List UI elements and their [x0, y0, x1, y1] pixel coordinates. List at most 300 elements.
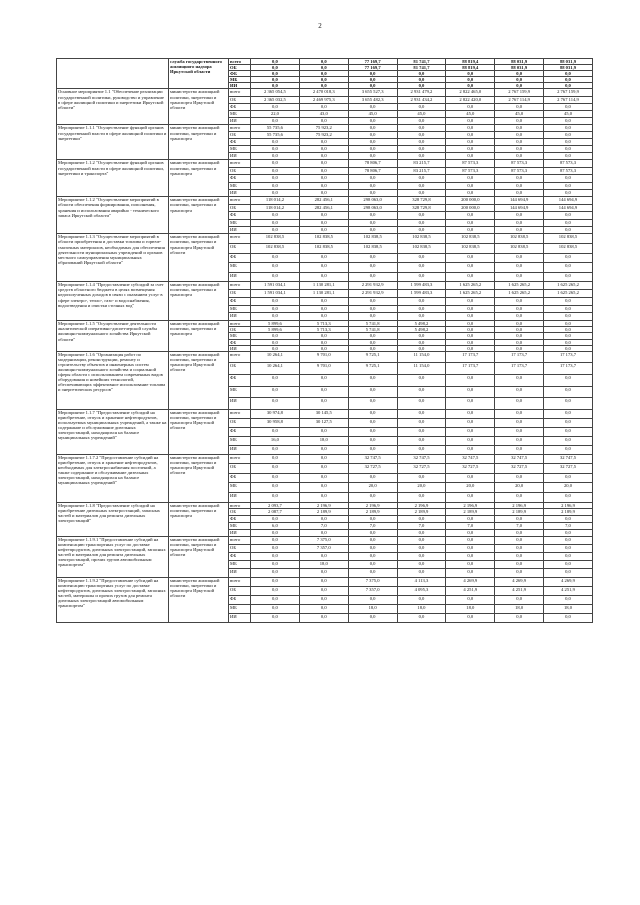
amount-cell: 0,0	[446, 226, 495, 233]
amount-cell: 1 591 034,1	[251, 282, 300, 290]
funding-source: МБ	[229, 436, 251, 445]
amount-cell: 0,0	[446, 418, 495, 427]
amount-cell: 0,0	[299, 483, 348, 493]
amount-cell: 32 727,5	[495, 464, 544, 474]
funding-source: всего	[229, 351, 251, 363]
amount-cell: 0,0	[348, 374, 397, 386]
amount-cell: 0,0	[544, 226, 593, 233]
amount-cell: 0,0	[348, 118, 397, 125]
amount-cell: 0,0	[251, 83, 300, 89]
amount-cell: 75 923,2	[299, 132, 348, 139]
funding-source: ФБ	[229, 139, 251, 146]
amount-cell: 2 093,7	[251, 502, 300, 509]
amount-cell: 0,0	[544, 219, 593, 226]
amount-cell: 0,0	[446, 253, 495, 263]
amount-cell: 0,0	[495, 189, 544, 196]
amount-cell: 32 747,5	[544, 454, 593, 464]
amount-cell: 0,0	[251, 146, 300, 153]
amount-cell: 0,0	[251, 71, 300, 77]
amount-cell: 0,0	[348, 83, 397, 89]
amount-cell: 0,0	[348, 125, 397, 132]
table-row	[57, 282, 593, 290]
amount-cell: 144 694,9	[544, 204, 593, 211]
amount-cell: 102 838,5	[299, 243, 348, 253]
funding-source: МБ	[229, 386, 251, 398]
amount-cell: 0,0	[446, 146, 495, 153]
amount-cell: 0,0	[397, 553, 446, 561]
amount-cell: 5 899,6	[251, 327, 300, 333]
amount-cell: 0,0	[299, 313, 348, 321]
amount-cell: 2 189,9	[446, 509, 495, 516]
funding-source: ИИ	[229, 493, 251, 503]
amount-cell: 0,0	[495, 132, 544, 139]
amount-cell: 0,0	[299, 386, 348, 398]
amount-cell: 0,0	[495, 77, 544, 83]
amount-cell: 81 741,7	[397, 59, 446, 65]
amount-cell: 0,0	[495, 103, 544, 110]
amount-cell: 298 063,0	[348, 204, 397, 211]
amount-cell: 102 838,5	[299, 234, 348, 244]
amount-cell: 0,0	[251, 445, 300, 454]
amount-cell: 7 357,0	[348, 586, 397, 595]
amount-cell: 102 838,5	[495, 234, 544, 244]
amount-cell: 0,0	[397, 409, 446, 418]
amount-cell: 30 958,8	[251, 418, 300, 427]
amount-cell: 88 031,9	[544, 65, 593, 71]
amount-cell: 0,0	[446, 305, 495, 313]
amount-cell: 0,0	[397, 189, 446, 196]
amount-cell: 0,0	[251, 253, 300, 263]
table-row	[57, 409, 593, 418]
amount-cell: 0,0	[544, 125, 593, 132]
amount-cell: 0,0	[446, 125, 495, 132]
amount-cell: 0,0	[299, 272, 348, 282]
amount-cell: 0,0	[397, 561, 446, 569]
funding-source: ОБ	[229, 204, 251, 211]
amount-cell: 10 264,1	[251, 363, 300, 375]
amount-cell: 0,0	[299, 516, 348, 523]
amount-cell: 2 196,9	[446, 502, 495, 509]
measure-description: Основное мероприятие 1.1 "Обеспечение реализации государственной политики, руководство и управление в сфере жилищной политики и энергетики Иркутской области"	[57, 89, 169, 125]
amount-cell: 32 747,5	[446, 454, 495, 464]
amount-cell: 0,0	[348, 272, 397, 282]
amount-cell: 0,0	[397, 253, 446, 263]
amount-cell: 1 625 265,2	[446, 282, 495, 290]
amount-cell: 0,0	[251, 595, 300, 604]
amount-cell: 0,0	[299, 339, 348, 345]
amount-cell: 0,0	[544, 339, 593, 345]
amount-cell: 0,0	[495, 71, 544, 77]
amount-cell: 0,0	[397, 398, 446, 410]
amount-cell: 32 747,5	[348, 454, 397, 464]
amount-cell: 0,0	[299, 333, 348, 339]
amount-cell: 0,0	[251, 613, 300, 622]
amount-cell: 0,0	[348, 182, 397, 189]
funding-source: МБ	[229, 182, 251, 189]
amount-cell: 102 838,5	[544, 234, 593, 244]
funding-source: всего	[229, 125, 251, 132]
amount-cell: 0,0	[544, 569, 593, 577]
amount-cell: 0,0	[397, 125, 446, 132]
amount-cell: 20,0	[446, 483, 495, 493]
amount-cell: 0,0	[299, 454, 348, 464]
amount-cell: 7 375,0	[299, 536, 348, 544]
amount-cell: 0,0	[299, 445, 348, 454]
amount-cell: 2 469 975,3	[299, 96, 348, 103]
amount-cell: 0,0	[544, 529, 593, 536]
amount-cell: 2 767 114,9	[495, 96, 544, 103]
amount-cell: 16,0	[251, 436, 300, 445]
amount-cell: 0,0	[495, 436, 544, 445]
amount-cell: 0,0	[544, 77, 593, 83]
funding-source: ФБ	[229, 175, 251, 182]
amount-cell: 0,0	[495, 561, 544, 569]
responsible-executor: министерство жилищной политики, энергетики и транспорта Иркутской области	[169, 409, 229, 454]
amount-cell: 32 747,5	[495, 454, 544, 464]
amount-cell: 0,0	[397, 436, 446, 445]
amount-cell: 0,0	[397, 182, 446, 189]
measure-description: Мероприятие 1.1.2 "Осуществление функций органов государственной власти в сфере жилищной политики, энергетики и транспорта"	[57, 160, 169, 197]
amount-cell: 0,0	[348, 386, 397, 398]
amount-cell: 4 095,3	[397, 586, 446, 595]
funding-source: всего	[229, 321, 251, 327]
amount-cell: 32 747,5	[397, 454, 446, 464]
measure-description: Мероприятие 1.1.8 "Предоставление субсидий на приобретение дизельных электростанций, запасных частей и материалов для ремонта дизельных электростанций"	[57, 502, 169, 536]
amount-cell: 0,0	[348, 473, 397, 483]
amount-cell: 0,0	[299, 595, 348, 604]
amount-cell: 7,0	[544, 523, 593, 530]
amount-cell: 5 498,2	[397, 321, 446, 327]
funding-source: ФБ	[229, 595, 251, 604]
amount-cell: 0,0	[348, 553, 397, 561]
responsible-executor: министерство жилищной политики, энергетики и транспорта	[169, 197, 229, 234]
amount-cell: 118 014,2	[251, 204, 300, 211]
amount-cell: 0,0	[544, 436, 593, 445]
funding-source: ОБ	[229, 509, 251, 516]
amount-cell: 1 625 265,2	[495, 290, 544, 298]
amount-cell: 0,0	[495, 493, 544, 503]
amount-cell: 0,0	[495, 327, 544, 333]
amount-cell: 32 727,5	[397, 464, 446, 474]
amount-cell: 102 838,5	[544, 243, 593, 253]
amount-cell: 2 087,7	[251, 509, 300, 516]
amount-cell: 0,0	[495, 153, 544, 160]
amount-cell: 0,0	[397, 529, 446, 536]
amount-cell: 0,0	[446, 613, 495, 622]
amount-cell: 0,0	[251, 529, 300, 536]
amount-cell: 0,0	[251, 333, 300, 339]
amount-cell: 0,0	[397, 132, 446, 139]
amount-cell: 87 573,3	[544, 160, 593, 167]
amount-cell: 0,0	[348, 153, 397, 160]
funding-source: ИИ	[229, 569, 251, 577]
funding-source: ОБ	[229, 290, 251, 298]
amount-cell: 0,0	[299, 219, 348, 226]
amount-cell: 0,0	[397, 493, 446, 503]
measure-description: Мероприятие 1.1.2 "Осуществление мероприятий в области обеспечения формирования, пополнения, хранения и использования аварийно - технического запаса Иркутской области"	[57, 197, 169, 234]
amount-cell: 0,0	[348, 613, 397, 622]
amount-cell: 0,0	[299, 553, 348, 561]
funding-source: МБ	[229, 483, 251, 493]
amount-cell: 0,0	[348, 409, 397, 418]
amount-cell: 30 145,5	[299, 409, 348, 418]
funding-source: ОБ	[229, 464, 251, 474]
amount-cell: 3 655 482,3	[348, 96, 397, 103]
amount-cell: 102 838,5	[348, 234, 397, 244]
amount-cell: 0,0	[446, 386, 495, 398]
amount-cell: 0,0	[251, 374, 300, 386]
funding-source: всего	[229, 160, 251, 167]
responsible-executor: министерство жилищной политики, энергетики и транспорта Иркутской области	[169, 351, 229, 409]
amount-cell: 0,0	[495, 219, 544, 226]
amount-cell: 0,0	[495, 321, 544, 327]
amount-cell: 0,0	[544, 445, 593, 454]
amount-cell: 2 189,9	[495, 509, 544, 516]
funding-source: МБ	[229, 146, 251, 153]
amount-cell: 7,0	[299, 523, 348, 530]
amount-cell: 0,0	[251, 313, 300, 321]
amount-cell: 2 196,9	[299, 502, 348, 509]
amount-cell: 11 154,0	[397, 363, 446, 375]
responsible-executor: министерство жилищной политики, энергетики и транспорта Иркутской области	[169, 454, 229, 502]
amount-cell: 0,0	[544, 327, 593, 333]
amount-cell: 0,0	[251, 65, 300, 71]
funding-source: ФБ	[229, 339, 251, 345]
amount-cell: 87 573,3	[446, 160, 495, 167]
funding-source: ИИ	[229, 529, 251, 536]
amount-cell: 0,0	[299, 167, 348, 174]
amount-cell: 20,0	[348, 483, 397, 493]
amount-cell: 0,0	[251, 569, 300, 577]
amount-cell: 7,0	[348, 523, 397, 530]
amount-cell: 328 729,8	[397, 204, 446, 211]
funding-source: ОБ	[229, 65, 251, 71]
amount-cell: 0,0	[251, 263, 300, 273]
amount-cell: 10 264,1	[251, 351, 300, 363]
amount-cell: 0,0	[544, 345, 593, 351]
responsible-executor: министерство жилищной политики, энергетики и транспорта Иркутской области	[169, 234, 229, 282]
amount-cell: 4 269,9	[446, 577, 495, 586]
amount-cell: 0,0	[397, 473, 446, 483]
amount-cell: 0,0	[397, 418, 446, 427]
amount-cell: 7 357,0	[299, 544, 348, 552]
funding-source: МБ	[229, 561, 251, 569]
amount-cell: 0,0	[397, 297, 446, 305]
amount-cell: 0,0	[299, 604, 348, 613]
amount-cell: 7 375,0	[348, 577, 397, 586]
amount-cell: 0,0	[397, 445, 446, 454]
amount-cell: 0,0	[446, 398, 495, 410]
amount-cell: 45,0	[446, 111, 495, 118]
amount-cell: 0,0	[348, 516, 397, 523]
funding-source: всего	[229, 502, 251, 509]
measure-description: Мероприятие 1.1.4 "Предоставление субсидий за счет средств областного бюджета в целях возмещения недополученных доходов в связи с оказанием услуг в сфере электро-, тепло-, газо- и водоснабжения, водоотведения и очистки сточных вод"	[57, 282, 169, 321]
amount-cell: 0,0	[544, 253, 593, 263]
amount-cell: 0,0	[544, 189, 593, 196]
amount-cell: 0,0	[495, 553, 544, 561]
table-row	[57, 351, 593, 363]
amount-cell: 0,0	[446, 333, 495, 339]
amount-cell: 1 591 034,1	[251, 290, 300, 298]
amount-cell: 0,0	[299, 153, 348, 160]
amount-cell: 1 625 265,2	[544, 290, 593, 298]
amount-cell: 0,0	[397, 77, 446, 83]
amount-cell: 0,0	[544, 516, 593, 523]
amount-cell: 20,0	[397, 483, 446, 493]
funding-source: ФБ	[229, 473, 251, 483]
amount-cell: 4 251,9	[544, 586, 593, 595]
amount-cell: 0,0	[299, 139, 348, 146]
amount-cell: 18,0	[397, 604, 446, 613]
funding-source: всего	[229, 536, 251, 544]
amount-cell: 0,0	[495, 409, 544, 418]
amount-cell: 0,0	[544, 182, 593, 189]
funding-source: ФБ	[229, 516, 251, 523]
amount-cell: 4 251,9	[495, 586, 544, 595]
amount-cell: 0,0	[446, 445, 495, 454]
amount-cell: 1 625 265,2	[446, 290, 495, 298]
amount-cell: 0,0	[397, 345, 446, 351]
amount-cell: 78 806,7	[348, 167, 397, 174]
amount-cell: 0,0	[544, 374, 593, 386]
amount-cell: 0,0	[251, 493, 300, 503]
amount-cell: 0,0	[446, 103, 495, 110]
amount-cell: 0,0	[446, 263, 495, 273]
amount-cell: 0,0	[544, 493, 593, 503]
funding-source: ФБ	[229, 297, 251, 305]
funding-source: всего	[229, 409, 251, 418]
funding-source: ФБ	[229, 427, 251, 436]
funding-source: ФБ	[229, 103, 251, 110]
amount-cell: 0,0	[544, 103, 593, 110]
amount-cell: 2 767 159,9	[544, 89, 593, 96]
amount-cell: 0,0	[299, 212, 348, 219]
amount-cell: 0,0	[348, 212, 397, 219]
amount-cell: 0,0	[348, 493, 397, 503]
amount-cell: 0,0	[495, 398, 544, 410]
amount-cell: 2 470 018,3	[299, 89, 348, 96]
amount-cell: 0,0	[495, 253, 544, 263]
amount-cell: 0,0	[299, 374, 348, 386]
amount-cell: 0,0	[397, 71, 446, 77]
amount-cell: 0,0	[348, 253, 397, 263]
amount-cell: 45,0	[495, 111, 544, 118]
amount-cell: 0,0	[397, 374, 446, 386]
amount-cell: 0,0	[251, 297, 300, 305]
amount-cell: 0,0	[299, 569, 348, 577]
amount-cell: 0,0	[251, 212, 300, 219]
amount-cell: 0,0	[495, 374, 544, 386]
amount-cell: 2 291 932,9	[348, 282, 397, 290]
amount-cell: 0,0	[495, 272, 544, 282]
amount-cell: 0,0	[446, 374, 495, 386]
funding-source: ИИ	[229, 153, 251, 160]
amount-cell: 9 725,1	[348, 363, 397, 375]
measure-description: Мероприятие 1.1.3 "Осуществление мероприятий в области приобретения и доставки топлива и горюче-смазочных материалов, необходимых для обеспечения деятельности муниципальных учреждений и органов местного самоуправления муниципальных образований Иркутской области"	[57, 234, 169, 282]
amount-cell: 0,0	[495, 263, 544, 273]
funding-source: ОБ	[229, 327, 251, 333]
funding-source: ОБ	[229, 96, 251, 103]
amount-cell: 0,0	[299, 253, 348, 263]
amount-cell: 0,0	[299, 613, 348, 622]
amount-cell: 144 694,9	[544, 197, 593, 204]
amount-cell: 5 741,8	[348, 327, 397, 333]
measure-description: Мероприятие 1.1.6 "Организация работ по модернизации, реконструкции, ремонту и строительству объектов и инженерных систем жилищно-коммунального хозяйства и социальной сферы области с использованием современных видов оборудования и новейших технологий, обеспечивающих эффективное использование топлива и энергетических ресурсов"	[57, 351, 169, 409]
funding-source: всего	[229, 234, 251, 244]
amount-cell: 0,0	[251, 473, 300, 483]
amount-cell: 282 456,1	[299, 204, 348, 211]
table-row	[57, 197, 593, 204]
amount-cell: 0,0	[299, 586, 348, 595]
amount-cell: 0,0	[544, 305, 593, 313]
amount-cell: 18,0	[348, 604, 397, 613]
amount-cell: 2 196,9	[544, 502, 593, 509]
amount-cell: 102 838,5	[446, 243, 495, 253]
amount-cell: 2 189,9	[397, 509, 446, 516]
amount-cell: 0,0	[544, 212, 593, 219]
amount-cell: 0,0	[544, 313, 593, 321]
amount-cell: 5 713,3	[299, 321, 348, 327]
amount-cell: 0,0	[495, 544, 544, 552]
amount-cell: 0,0	[446, 313, 495, 321]
measure-description	[57, 59, 169, 89]
amount-cell: 0,0	[251, 464, 300, 474]
amount-cell: 0,0	[251, 167, 300, 174]
amount-cell: 0,0	[348, 77, 397, 83]
funding-source: ФБ	[229, 253, 251, 263]
funding-source: ИИ	[229, 313, 251, 321]
amount-cell: 102 838,5	[251, 243, 300, 253]
amount-cell: 0,0	[348, 445, 397, 454]
amount-cell: 0,0	[495, 146, 544, 153]
funding-source: МБ	[229, 604, 251, 613]
measure-description: Мероприятие 1.1.7 "Предоставление субсидий на приобретение, отпуск и хранение нефтепродуктов, используемых муниципальных учреждений, а также на содержание и обслуживание дизельных электростанций, находящихся на балансе муниципальных учреждений"	[57, 409, 169, 454]
amount-cell: 83 215,7	[397, 167, 446, 174]
amount-cell: 0,0	[495, 182, 544, 189]
amount-cell: 1 130 281,1	[299, 282, 348, 290]
amount-cell: 0,0	[299, 182, 348, 189]
funding-source: МБ	[229, 523, 251, 530]
amount-cell: 0,0	[397, 305, 446, 313]
amount-cell: 1 599 483,3	[397, 282, 446, 290]
amount-cell: 0,0	[299, 493, 348, 503]
amount-cell: 4 251,9	[446, 586, 495, 595]
amount-cell: 20,0	[495, 483, 544, 493]
amount-cell: 0,0	[251, 577, 300, 586]
amount-cell: 0,0	[446, 493, 495, 503]
table-row	[57, 59, 593, 65]
amount-cell: 88 031,9	[495, 65, 544, 71]
amount-cell: 0,0	[251, 77, 300, 83]
amount-cell: 0,0	[397, 427, 446, 436]
amount-cell: 0,0	[397, 118, 446, 125]
amount-cell: 2 189,9	[544, 509, 593, 516]
amount-cell: 17 173,7	[495, 363, 544, 375]
amount-cell: 0,0	[397, 595, 446, 604]
funding-source: МБ	[229, 77, 251, 83]
amount-cell: 2 365 032,5	[251, 96, 300, 103]
amount-cell: 0,0	[251, 305, 300, 313]
amount-cell: 102 838,5	[397, 234, 446, 244]
amount-cell: 0,0	[299, 263, 348, 273]
funding-source: всего	[229, 577, 251, 586]
amount-cell: 6,0	[251, 523, 300, 530]
amount-cell: 30 127,5	[299, 418, 348, 427]
measure-description: Мероприятие 1.1.5 "Осуществление деятельности аналитической оперативно-диспетчерской службы жилищно-коммунального хозяйства Иркутской области"	[57, 321, 169, 351]
amount-cell: 0,0	[544, 418, 593, 427]
amount-cell: 0,0	[446, 516, 495, 523]
amount-cell: 0,0	[495, 339, 544, 345]
